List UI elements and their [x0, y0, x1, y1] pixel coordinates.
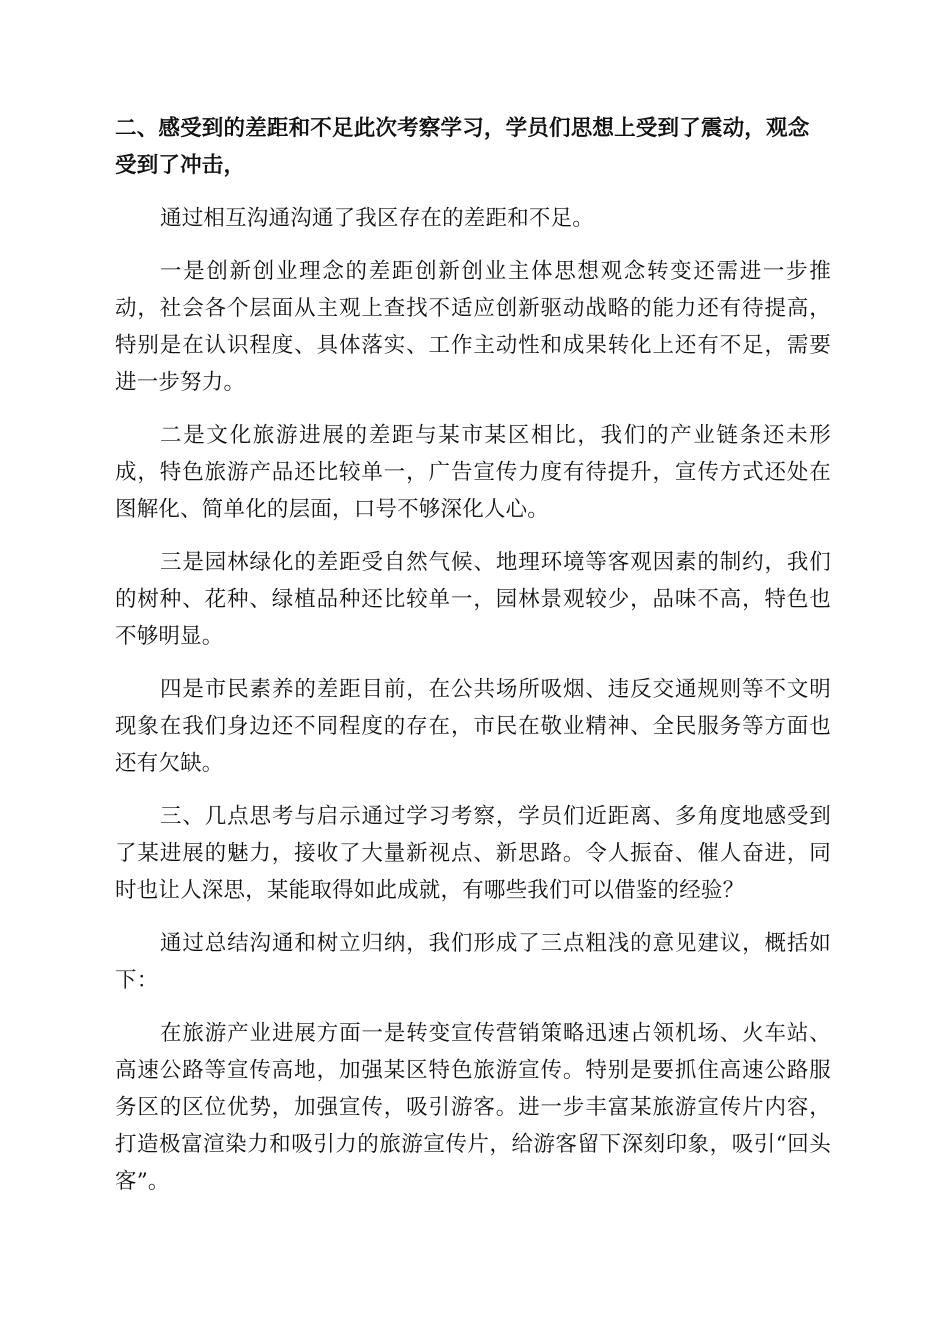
- paragraph-reflections: 三、几点思考与启示通过学习考察，学员们近距离、多角度地感受到了某进展的魅力，接收了大量新视点、新思路。令人振奋、催人奋进，同时也让人深思，某能取得如此成就，有哪些我们可以借鉴的经验？: [115, 804, 831, 903]
- paragraph-tourism-gap: 二是文化旅游进展的差距与某市某区相比，我们的产业链条还未形成，特色旅游产品还比较单一，广告宣传力度有待提升，宣传方式还处在图解化、简单化的层面，口号不够深化人心。: [115, 423, 831, 522]
- paragraph-intro: 通过相互沟通沟通了我区存在的差距和不足。: [160, 206, 595, 231]
- paragraph-summary: 通过总结沟通和树立归纳，我们形成了三点粗浅的意见建议，概括如下：: [115, 931, 831, 993]
- paragraph-citizen-gap: 四是市民素养的差距目前，在公共场所吸烟、违反交通规则等不文明现象在我们身边还不同程度的存在，市民在敬业精神、全民服务等方面也还有欠缺。: [115, 677, 831, 776]
- paragraph-innovation-gap: 一是创新创业理念的差距创新创业主体思想观念转变还需进一步推动，社会各个层面从主观上查找不适应创新驱动战略的能力还有待提高，特别是在认识程度、具体落实、工作主动性和成果转化上还有不足，需要进一步努力。: [115, 259, 831, 395]
- paragraph-greening-gap: 三是园林绿化的差距受自然气候、地理环境等客观因素的制约，我们的树种、花种、绿植品种还比较单一，园林景观较少，品味不高，特色也不够明显。: [115, 550, 831, 649]
- document-page: [115, 110, 831, 1216]
- paragraph-tourism-suggestions: 在旅游产业进展方面一是转变宣传营销策略迅速占领机场、火车站、高速公路等宣传高地，加强某区特色旅游宣传。特别是要抓住高速公路服务区的区位优势，加强宣传，吸引游客。进一步丰富某旅游宣传片内容，打造极富渲染力和吸引力的旅游宣传片，给游客留下深刻印象，吸引“回头客”。: [115, 1021, 831, 1194]
- section-heading: 二、感受到的差距和不足此次考察学习，学员们思想上受到了震动，观念受到了冲击，: [115, 116, 810, 178]
